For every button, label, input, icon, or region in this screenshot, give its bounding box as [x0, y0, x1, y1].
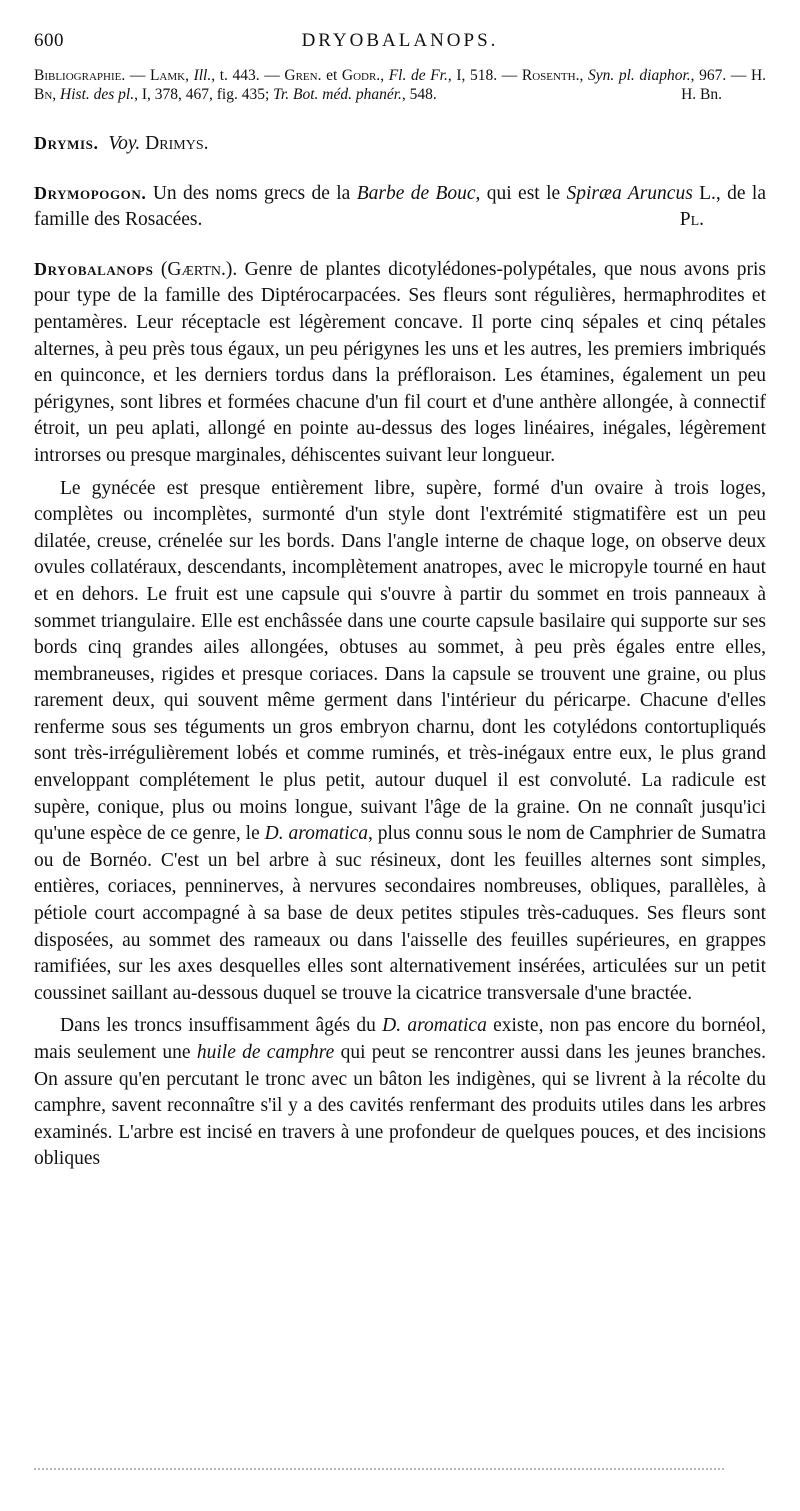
species-name: Spiræa Aruncus — [566, 182, 693, 204]
entry-drymis — [34, 130, 766, 158]
bib-text: et — [321, 67, 342, 84]
cross-reference: Drimys. — [145, 133, 209, 154]
voy-text: Voy. — [108, 133, 141, 154]
entry-drymopogon — [34, 180, 766, 234]
page-header — [34, 30, 766, 56]
bibliography-signature: H. Bn. — [681, 86, 722, 103]
drymis-paragraph — [34, 130, 766, 158]
species-name: D. aromatica — [382, 1015, 487, 1037]
body-text: existe, non pas encore du bornéol, mais seulement une — [34, 1015, 766, 1063]
entry-head: Drymis. — [34, 133, 99, 153]
entry-head: Drymopogon. — [34, 182, 147, 203]
bibliography-label: Bibliographie. — [34, 67, 126, 84]
bib-text: , 548. — [401, 86, 437, 103]
bib-author: Gren. — [284, 67, 322, 84]
bib-text: , — [52, 86, 61, 103]
bib-author: Rosenth. — [521, 67, 580, 84]
bib-author: Bn — [34, 86, 53, 103]
bib-work: Syn. pl. diaphor. — [587, 67, 691, 84]
bib-text: — — [125, 67, 150, 84]
page — [34, 30, 766, 1173]
entry-author: (Gærtn.). — [153, 258, 245, 280]
body-text: Le gynécée est presque entièrement libre, supère, formé d'un ovaire à trois loges, complètes ou incomplètes, surmonté d'un style dont l'extrémité stigmatifère est un peu dilatée, creuse, crénelée sur les bords. Dans l'angle interne de chaque loge, on observe deux ovules collatéraux, descendants, incomplètement anatropes, avec le micropyle tourné en haut et en dehors. Le fruit est une capsule qui s'ouvre à partir du sommet en trois panneaux à sommet triangulaire. Elle est enchâssée dans une courte capsule basilaire qui supporte sur ses bords cinq grandes ailes allongées, obtuses au sommet, à peu près égales entre elles, membraneuses, rigides et presque coriaces. Dans la capsule se trouvent une graine, ou plus rarement deux, qui souvent même germent dans l'intérieur du péricarpe. Chacune d'elles renferme sous ses téguments un gros embryon charnu, dont les cotylédons contortupliqués sont très-irrégulièrement lobés et comme ruminés, et très-inégaux entre eux, le plus grand enveloppant complétement le plus petit, autour duquel il est convoluté. La radicule est supère, conique, plus ou moins longue, suivant l'âge de la graine. On ne connaît jusqu'ici qu'une espèce de ce genre, le — [34, 477, 766, 845]
dryobalanops-paragraph-3 — [34, 1013, 766, 1173]
body-text: qui peut se rencontrer aussi dans les jeunes branches. On assure qu'en percutant le tronc avec un bâton les indigènes, qui se livrent à la récolte du camphre, savent reconnaître s'il y a des cavités renfermant des produits utiles dans les arbres examinés. L'arbre est incisé en travers à une profondeur de quelques pouces, et des incisions obliques — [34, 1042, 766, 1170]
italic-term: Barbe de Bouc — [356, 182, 476, 204]
bibliography — [34, 66, 766, 104]
drymopogon-paragraph — [34, 180, 766, 234]
author-signature: Pl. — [679, 209, 704, 231]
bib-work: Hist. des pl. — [60, 86, 135, 103]
bib-text: , 967. — H. — [690, 67, 767, 84]
footer-divider — [34, 1468, 724, 1470]
body-text: Un des noms grecs de la — [146, 182, 357, 204]
bib-text: , — [579, 67, 588, 84]
bib-text: , — [185, 67, 194, 84]
body-text: L., de la famille des Rosacées. — [34, 182, 766, 231]
bib-text: , I, 378, 467, fig. 435; — [134, 86, 274, 103]
bib-work: Ill. — [193, 67, 212, 84]
body-text: Dans les troncs insuffisamment âgés du — [60, 1015, 383, 1037]
species-name: D. aromatica — [264, 823, 368, 845]
running-title: DRYOBALANOPS. — [301, 30, 499, 51]
entry-head: Dryobalanops — [34, 258, 154, 279]
page-number: 600 — [34, 30, 64, 51]
bib-text: , — [380, 67, 389, 84]
dryobalanops-paragraph-1 — [34, 256, 766, 470]
dryobalanops-paragraph-2 — [34, 476, 766, 1008]
body-text: , qui est le — [475, 182, 567, 204]
bib-author: Godr. — [341, 67, 381, 84]
bib-text: , t. 443. — — [211, 67, 285, 84]
body-text: Genre de plantes dicotylédones-polypétales, que nous avons pris pour type de la famille des Diptérocarpacées. Ses fleurs sont régulières, hermaphrodites et pentamères. Leur réceptacle est légèrement concave. Il porte cinq sépales et cinq pétales alternes, à peu près tous égaux, un peu périgynes les uns et les autres, les premiers imbriqués en quinconce, et les derniers tordus dans la préfloraison. Les étamines, également un peu périgynes, sont libres et formées chacune d'un fil court et d'une anthère allongée, à connectif étroit, un peu aplati, allongé en pointe au-dessus des loges linéaires, inégales, légèrement introrses ou presque marginales, déhiscentes suivant leur longueur. — [34, 258, 766, 466]
bib-work: Tr. Bot. méd. phanér. — [273, 86, 402, 103]
bib-text: , I, 518. — — [447, 67, 522, 84]
bib-author: Lamk — [149, 67, 186, 84]
bib-work: Fl. de Fr. — [388, 67, 448, 84]
body-text: , plus connu sous le nom de Camphrier de Sumatra ou de Bornéo. C'est un bel arbre à suc résineux, dont les feuilles alternes sont simples, entières, coriaces, penninerves, à nervures secondaires nombreuses, obliques, parallèles, à pétiole court accompagné à sa base de deux petites stipules très-caduques. Ses fleurs sont disposées, au sommet des rameaux ou dans l'aisselle des feuilles supérieures, en grappes ramifiées, sur les axes desquelles elles sont alternativement insérées, articulées sur un petit coussinet saillant au-dessous duquel se trouve la cicatrice transversale d'une bractée. — [34, 823, 766, 1004]
entry-dryobalanops — [34, 256, 766, 1173]
italic-term: huile de camphre — [196, 1042, 335, 1063]
